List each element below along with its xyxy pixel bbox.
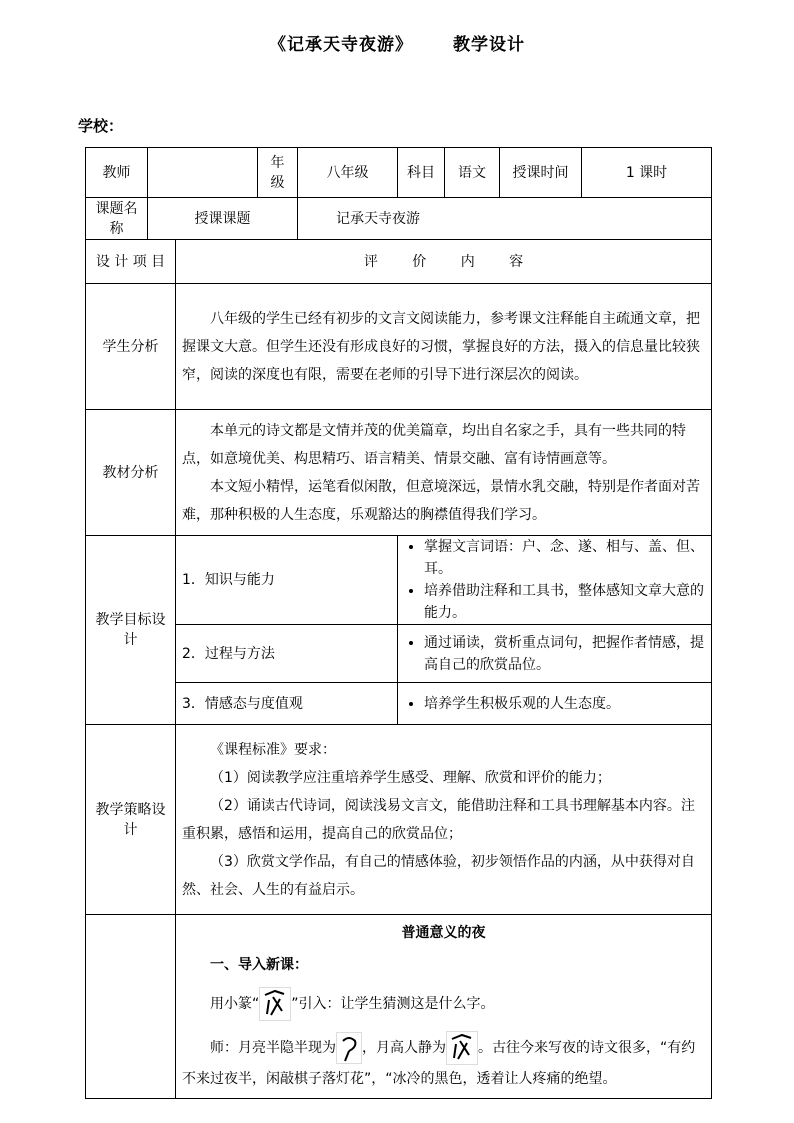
material-analysis-p2: 本文短小精悍，运笔看似闲散，但意境深远，景情水乳交融，特别是作者面对苦难，那种积极的人生态度，乐观豁达的胸襟值得我们学习。 bbox=[182, 478, 700, 523]
goal-name-3: 3．情感态与度值观 bbox=[176, 683, 398, 725]
intro-line-2c: 。古往今来写夜的诗文很多，“有约不来过夜半，闲敲棋子落灯花”，“冰冷的黑色，透着让人疼痛的绝望。 bbox=[182, 1040, 696, 1087]
grade-label: 年级 bbox=[258, 148, 298, 198]
seal-script-night-icon bbox=[259, 987, 291, 1021]
process-label-cell bbox=[86, 915, 176, 1099]
header-row bbox=[86, 240, 712, 284]
student-analysis-text: 八年级的学生已经有初步的文言文阅读能力，参考课文注释能自主疏通文章，把握课文大意。但学生还没有形成良好的习惯，掌握良好的方法，摄入的信息量比较狭窄，阅读的深度也有限，需要在老师的引导下进行深层次的阅读。 bbox=[182, 310, 700, 383]
material-analysis-p1: 本单元的诗文都是文情并茂的优美篇章，均出自名家之手，具有一些共同的特点，如意境优美、构思精巧、语言精美、情景交融、富有诗情画意等。 bbox=[182, 422, 686, 467]
strategy-p2: （2）诵读古代诗词，阅读浅易文言文，能借助注释和工具书理解基本内容。注重积累，感悟和运用，提高自己的欣赏品位； bbox=[182, 797, 695, 842]
intro-line-2a: 师：月亮半隐半现为 bbox=[210, 1040, 336, 1056]
seal-script-moon-icon bbox=[336, 1032, 362, 1064]
strategy-row bbox=[86, 725, 712, 915]
info-row bbox=[86, 148, 712, 198]
topic-value: 记承天寺夜游 bbox=[298, 198, 712, 240]
intro-heading: 一、导入新课： bbox=[210, 957, 308, 973]
goals-label: 教学目标设计 bbox=[86, 536, 176, 725]
goal-bullet: • 培养学生积极乐观的人生态度。 bbox=[424, 693, 705, 715]
time-label: 授课时间 bbox=[500, 148, 582, 198]
document-title bbox=[0, 30, 794, 55]
subject-label: 科目 bbox=[398, 148, 445, 198]
intro-line-1a: 用小篆“ bbox=[210, 996, 260, 1012]
goal-row-1 bbox=[86, 536, 712, 625]
header-item: 设 计 项 目 bbox=[86, 240, 176, 284]
goal-row-2 bbox=[86, 625, 712, 683]
intro-line-2b: ，月高人静为 bbox=[362, 1040, 446, 1056]
teacher-value bbox=[148, 148, 258, 198]
strategy-p1: （1）阅读教学应注重培养学生感受、理解、欣赏和评价的能力； bbox=[210, 769, 611, 786]
goal-bullet: • 通过诵读，赏析重点词句，把握作者情感，提高自己的欣赏品位。 bbox=[424, 632, 705, 676]
school-label: 学校： bbox=[78, 117, 124, 135]
intro-line-1b: ”引入：让学生猜测这是什么字。 bbox=[291, 996, 495, 1012]
topic-row bbox=[86, 198, 712, 240]
material-analysis-label: 教材分析 bbox=[86, 410, 176, 536]
teacher-label: 教师 bbox=[86, 148, 148, 198]
topic-label: 授课课题 bbox=[148, 198, 298, 240]
header-content: 评 价 内 容 bbox=[176, 240, 712, 284]
grade-value: 八年级 bbox=[298, 148, 398, 198]
goal-row-3 bbox=[86, 683, 712, 725]
goal-name-1: 1．知识与能力 bbox=[176, 536, 398, 625]
strategy-p3: （3）欣赏文学作品，有自己的情感体验，初步领悟作品的内涵，从中获得对自然、社会、人生的有益启示。 bbox=[182, 853, 695, 898]
strategy-label: 教学策略设计 bbox=[86, 725, 176, 915]
time-value: 1 课时 bbox=[582, 148, 712, 198]
intro-line-1 bbox=[182, 987, 705, 1021]
section-title: 普通意义的夜 bbox=[401, 925, 486, 941]
process-row bbox=[86, 915, 712, 1099]
title-main: 《记承天寺夜游》 bbox=[269, 35, 413, 55]
intro-line-2 bbox=[182, 1031, 705, 1093]
goal-name-2: 2．过程与方法 bbox=[176, 625, 398, 683]
student-analysis-row bbox=[86, 284, 712, 410]
topic-name-label: 课题名称 bbox=[86, 198, 148, 240]
seal-script-night-icon bbox=[446, 1031, 478, 1065]
goal-bullet: • 掌握文言词语：户、念、遂、相与、盖、但、耳。 bbox=[424, 536, 705, 580]
strategy-intro: 《课程标准》要求： bbox=[210, 741, 336, 758]
goal-bullet: • 培养借助注释和工具书，整体感知文章大意的能力。 bbox=[424, 580, 705, 624]
student-analysis-label: 学生分析 bbox=[86, 284, 176, 410]
title-sub: 教学设计 bbox=[453, 35, 525, 55]
subject-value: 语文 bbox=[445, 148, 500, 198]
lesson-plan-table bbox=[85, 147, 712, 1099]
material-analysis-row bbox=[86, 410, 712, 536]
